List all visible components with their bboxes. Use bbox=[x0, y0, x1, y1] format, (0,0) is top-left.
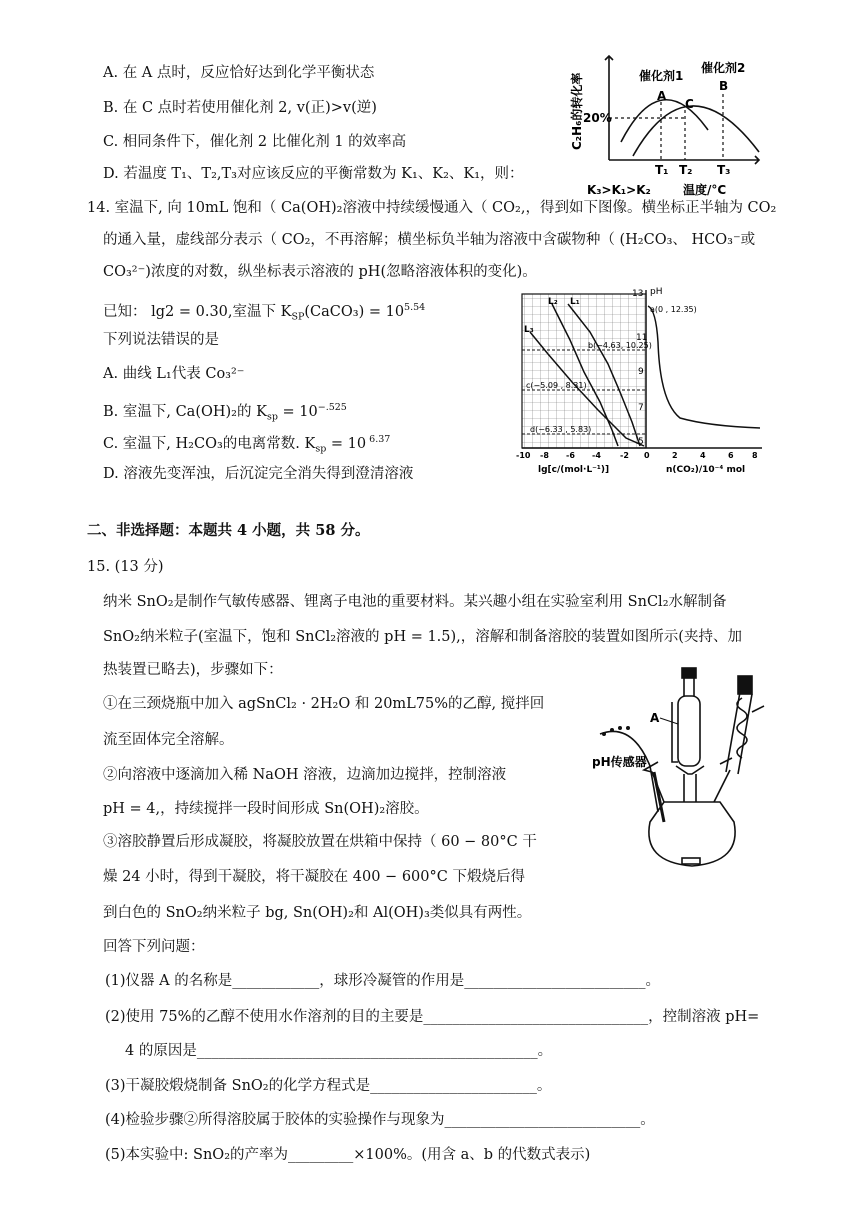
q15-step3b: 燥 24 小时，得到干凝胶，将干凝胶在 400 − 600°C 下煅烧后得 bbox=[103, 869, 525, 885]
funnel-a bbox=[678, 696, 700, 766]
stir-bar bbox=[682, 858, 700, 864]
q15-sub2b: 4 的原因是_______________________________________________。 bbox=[125, 1043, 553, 1059]
q15-para3: 热装置已略去)，步骤如下： bbox=[103, 662, 283, 678]
center-neck bbox=[684, 774, 696, 802]
l1-label: L₁ bbox=[570, 297, 580, 307]
q15-step2a: ②向溶液中逐滴加入稀 NaOH 溶液，边滴加边搅拌，控制溶液 bbox=[103, 767, 507, 783]
sensor-dot bbox=[602, 732, 606, 736]
y-axis-label: C₂H₆的转化率 bbox=[570, 72, 584, 150]
t1-label: T₁ bbox=[655, 163, 669, 177]
point-b-label: b(−4.63, 10.25) bbox=[588, 341, 652, 350]
point-a-label: a(0 , 12.35) bbox=[650, 305, 697, 314]
sensor-dot bbox=[618, 726, 622, 730]
x-tick: -6 bbox=[566, 451, 575, 460]
q13-option-b: B. 在 C 点时若使用催化剂 2, v(正)>v(逆) bbox=[103, 100, 377, 116]
ph-sensor-label: pH传感器 bbox=[592, 755, 647, 769]
q14-option-b: B. 室温下, Ca(OH)₂的 $K_{sp} = 10^{-.525}$ bbox=[103, 402, 347, 423]
label-a-pointer bbox=[660, 718, 678, 724]
q15-sub3: (3)干凝胶煅烧制备 SnO₂的化学方程式是_______________________。 bbox=[105, 1078, 552, 1094]
ph-graph-figure bbox=[508, 282, 770, 482]
q14-line1: 14. 室温下, 向 10mL 饱和（ Ca(OH)₂溶液中持续缓慢通入（ CO₂,，得到如下图像。横坐标正半轴为 CO₂ bbox=[87, 200, 777, 216]
x-tick: -4 bbox=[592, 451, 601, 460]
x-tick: 8 bbox=[752, 451, 758, 460]
catalyst1-label: 催化剂1 bbox=[639, 69, 684, 83]
q15-sub4: (4)检验步骤②所得溶胶属于胶体的实验操作与现象为___________________________。 bbox=[105, 1112, 655, 1128]
ph-label: pH bbox=[650, 287, 663, 297]
q15-heading: 15. (13 分) bbox=[87, 559, 164, 575]
x-tick: 2 bbox=[672, 451, 678, 460]
point-c-label: c(−5.09 , 8.31) bbox=[526, 381, 587, 390]
point-a-label: A bbox=[657, 89, 667, 103]
l2-label: L₂ bbox=[548, 297, 558, 307]
q13-option-c: C. 相同条件下，催化剂 2 比催化剂 1 的效率高 bbox=[103, 134, 407, 150]
q15-step2b: pH = 4,，持续搅拌一段时间形成 Sn(OH)₂溶胶。 bbox=[103, 801, 429, 817]
x-tick: -2 bbox=[620, 451, 629, 460]
catalyst2-label: 催化剂2 bbox=[701, 61, 746, 75]
q15-sub5: (5)本实验中: SnO₂的产率为_________×100%。(用含 a、b 的代数式表示) bbox=[105, 1147, 591, 1163]
y-tick-5: 5 bbox=[638, 437, 644, 447]
k-relation-label: K₃>K₁>K₂ bbox=[587, 183, 651, 197]
q15-sub2a: (2)使用 75%的乙醇不使用水作溶剂的目的主要是_______________________________，控制溶液 pH= bbox=[105, 1009, 760, 1025]
x-tick: 6 bbox=[728, 451, 734, 460]
q15-step3a: ③溶胶静置后形成凝胶，将凝胶放置在烘箱中保持（ 60 − 80°C 干 bbox=[103, 834, 537, 850]
q14-option-c: C. 室温下, H₂CO₃的电离常数. $K_{sp} = 10$ $^{6.37}$ bbox=[103, 434, 391, 455]
x-tick: -8 bbox=[540, 451, 549, 460]
q14-question: 下列说法错误的是 bbox=[103, 332, 219, 348]
x-tick: 4 bbox=[700, 451, 706, 460]
ph-vs-co2-curve bbox=[648, 306, 760, 428]
condenser-outer bbox=[726, 692, 752, 774]
catalyst2-curve bbox=[633, 106, 759, 156]
label-a: A bbox=[650, 711, 660, 725]
sensor-dot bbox=[626, 726, 630, 730]
q14-option-a: A. 曲线 L₁代表 Co₃²⁻ bbox=[103, 366, 245, 382]
q14-option-d: D. 溶液先变浑浊，后沉淀完全消失得到澄清溶液 bbox=[103, 466, 414, 482]
apparatus-figure bbox=[592, 662, 792, 872]
catalyst-conversion-figure bbox=[563, 50, 763, 200]
y-tick-13: 13 bbox=[632, 289, 644, 299]
y-tick-11: 11 bbox=[636, 333, 648, 343]
funnel-stem-top bbox=[684, 676, 694, 696]
t2-label: T₂ bbox=[679, 163, 693, 177]
point-b-label: B bbox=[719, 79, 729, 93]
q15-para1: 纳米 SnO₂是制作气敏传感器、锂离子电池的重要材料。某兴趣小组在实验室利用 SnCl₂水解制备 bbox=[103, 594, 727, 610]
q15-answer-prompt: 回答下列问题： bbox=[103, 939, 205, 955]
y-tick-9: 9 bbox=[638, 367, 644, 377]
q14-line3: CO₃²⁻)浓度的对数，纵坐标表示溶液的 pH(忽略溶液体积的变化)。 bbox=[103, 264, 537, 280]
condenser-top bbox=[738, 676, 752, 694]
x-tick: -10 bbox=[516, 451, 531, 460]
q13-option-d: D. 若温度 T₁、T₂,T₃对应该反应的平衡常数为 K₁、K₂、K₁，则： bbox=[103, 166, 524, 182]
sensor-dot bbox=[610, 728, 614, 732]
x-axis-label: 温度/°C bbox=[683, 183, 727, 197]
x-left-label: lg[c/(mol·L⁻¹)] bbox=[538, 465, 610, 475]
q13-option-a: A. 在 A 点时，反应恰好达到化学平衡状态 bbox=[103, 65, 375, 81]
q15-para2: SnO₂纳米粒子(室温下，饱和 SnCl₂溶液的 pH = 1.5),，溶解和制备溶胶的装置如图所示(夹持、加 bbox=[103, 629, 742, 645]
q15-step1b: 流至固体完全溶解。 bbox=[103, 732, 234, 748]
q15-sub1: (1)仪器 A 的名称是____________，球形冷凝管的作用是_________________________。 bbox=[105, 973, 660, 989]
q14-known: 已知： lg2 = 0.30,室温下 $K_{SP}(CaCO_3) = 10^{5.54}$ bbox=[103, 302, 426, 323]
l3-label: L₃ bbox=[524, 325, 534, 335]
x-right-label: n(CO₂)/10⁻⁴ mol bbox=[666, 465, 746, 475]
funnel-stopper bbox=[682, 668, 696, 678]
point-d-label: d(−6.33 , 5.83) bbox=[530, 425, 592, 434]
funnel-valve bbox=[676, 766, 704, 774]
section2-heading: 二、非选择题：本题共 4 小题，共 58 分。 bbox=[87, 522, 370, 539]
left-neck bbox=[644, 762, 664, 802]
right-neck bbox=[714, 770, 730, 802]
x-tick: 0 bbox=[644, 451, 650, 460]
pressure-tube bbox=[672, 702, 678, 762]
point-c-label: C bbox=[685, 97, 694, 111]
t3-label: T₃ bbox=[717, 163, 731, 177]
y-tick-20: 20% bbox=[583, 111, 612, 125]
y-tick-7: 7 bbox=[638, 403, 644, 413]
q14-line2: 的通入量，虚线部分表示（ CO₂，不再溶解；横坐标负半轴为溶液中含碳物种（ (H₂CO₃、 HCO₃⁻或 bbox=[103, 232, 756, 248]
q15-step3c: 到白色的 SnO₂纳米粒子 bg, Sn(OH)₂和 Al(OH)₃类似具有两性。 bbox=[103, 905, 532, 921]
q15-step1a: ①在三颈烧瓶中加入 agSnCl₂ · 2H₂O 和 20mL75%的乙醇, 搅拌回 bbox=[103, 696, 545, 712]
